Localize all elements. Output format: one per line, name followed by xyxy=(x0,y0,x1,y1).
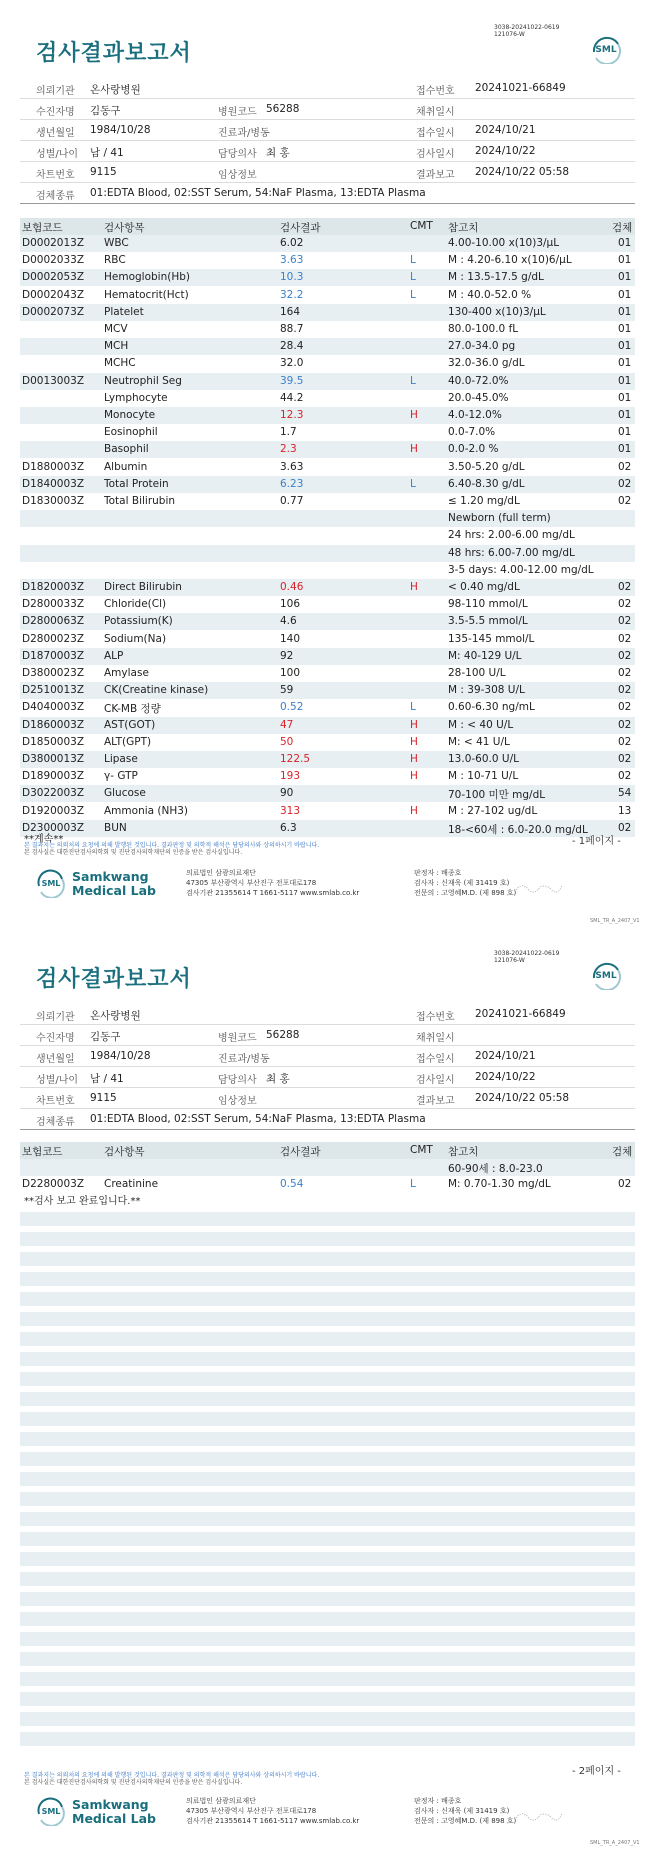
result-flag: H xyxy=(410,735,418,748)
test-item: Glucose xyxy=(104,787,146,800)
report-notice: 본 결과지는 의뢰처의 요청에 의해 발행된 것입니다. 결과판정 및 의학적 해석은 담당의사와 상의하시기 바랍니다. 본 검사실은 대한진단검사의학회 및 진단검사의학재단의 인증을 받은 검사실입니다. xyxy=(24,1772,320,1786)
reference-range: M: 0.70-1.30 mg/dL xyxy=(448,1178,551,1191)
table-row xyxy=(20,665,635,682)
sml-logo-icon xyxy=(36,868,66,898)
insurance-code: D0002013Z xyxy=(22,237,85,249)
reference-range: 3.5-5.5 mmol/L xyxy=(448,615,528,628)
test-item: MCH xyxy=(104,340,129,353)
specimen-code: 01 xyxy=(618,254,632,267)
reference-range: 48 hrs: 6.00-7.00 mg/dL xyxy=(448,546,575,559)
test-result: 1.7 xyxy=(280,426,297,439)
test-result: 92 xyxy=(280,649,294,662)
empty-row xyxy=(20,1412,635,1426)
test-item: ALP xyxy=(104,649,124,662)
table-row xyxy=(20,355,635,372)
specimen-types-value: 01:EDTA Blood, 02:SST Serum, 54:NaF Plasma, 13:EDTA Plasma xyxy=(90,187,426,199)
test-item: Neutrophil Seg xyxy=(104,374,182,387)
report-title: 검사결과보고서 xyxy=(36,967,192,992)
test-item: RBC xyxy=(104,254,126,267)
table-row xyxy=(20,287,635,304)
report-id-code: 3038-20241022-0619 121076-W xyxy=(494,950,560,964)
dob-value: 1984/10/28 xyxy=(90,124,151,136)
reference-range: M : 13.5-17.5 g/dL xyxy=(448,271,544,284)
company-address: 의료법인 삼광의료재단 47305 부산광역시 부산진구 전포대로178 검사기관 21355614 T 1661-5117 www.smlab.co.kr xyxy=(186,1797,360,1825)
reference-range: 4.0-12.0% xyxy=(448,409,502,421)
specimen-code: 02 xyxy=(618,753,632,765)
reference-range: < 0.40 mg/dL xyxy=(448,581,520,593)
reference-range: 40.0-72.0% xyxy=(448,374,509,387)
report-complete-marker: **검사 보고 완료입니다.** xyxy=(24,1196,141,1207)
specimen-code: 02 xyxy=(618,821,632,834)
reference-range: 27.0-34.0 pg xyxy=(448,340,516,353)
insurance-code: D0002043Z xyxy=(22,288,85,301)
company-name: Samkwang Medical Lab xyxy=(72,869,156,898)
empty-row xyxy=(20,1212,635,1226)
reference-range: 98-110 mmol/L xyxy=(448,598,528,611)
test-item: BUN xyxy=(104,821,127,834)
test-result: 28.4 xyxy=(280,340,304,353)
specimen-code: 01 xyxy=(618,237,632,249)
table-row xyxy=(20,579,635,596)
reference-range: 0.60-6.30 ng/mL xyxy=(448,701,535,714)
table-row xyxy=(20,510,635,527)
specimen-code: 02 xyxy=(618,667,632,679)
test-result: 140 xyxy=(280,632,301,645)
test-item: ALT(GPT) xyxy=(104,735,152,748)
empty-row xyxy=(20,1392,635,1406)
signature-icon xyxy=(514,878,564,896)
empty-row xyxy=(20,1652,635,1666)
test-item: Direct Bilirubin xyxy=(104,581,182,593)
insurance-code: D0002033Z xyxy=(22,254,85,267)
specimen-code: 02 xyxy=(618,1178,632,1191)
empty-row xyxy=(20,1252,635,1266)
test-result: 100 xyxy=(280,667,301,679)
table-row xyxy=(20,304,635,321)
test-item: Total Protein xyxy=(104,477,169,490)
tested-value: 2024/10/22 xyxy=(475,145,536,157)
test-item: MCV xyxy=(104,323,128,335)
specimen-code: 01 xyxy=(618,323,632,335)
empty-row xyxy=(20,1292,635,1306)
empty-row xyxy=(20,1632,635,1646)
test-result: 3.63 xyxy=(280,460,304,473)
empty-row xyxy=(20,1592,635,1606)
test-result: 32.0 xyxy=(280,357,304,370)
insurance-code: D1840003Z xyxy=(22,477,85,490)
result-flag: L xyxy=(410,288,416,301)
reference-range: M : 27-102 ug/dL xyxy=(448,804,538,817)
reference-range: 60-90세 : 8.0-23.0 xyxy=(448,1163,543,1175)
table-row xyxy=(20,338,635,355)
table-row xyxy=(20,459,635,476)
test-result: 39.5 xyxy=(280,374,304,387)
test-result: 12.3 xyxy=(280,409,304,421)
test-result: 0.46 xyxy=(280,581,304,593)
specimen-code: 02 xyxy=(618,701,632,714)
received-value: 2024/10/21 xyxy=(475,124,536,136)
results-table-page-1 xyxy=(20,218,635,838)
specimen-code: 01 xyxy=(618,443,632,456)
patient-name-value: 김동구 xyxy=(90,105,121,117)
receipt-no-value: 20241021-66849 xyxy=(475,82,566,94)
test-result: 0.54 xyxy=(280,1178,304,1191)
reference-range: 24 hrs: 2.00-6.00 mg/dL xyxy=(448,529,575,542)
table-row xyxy=(20,493,635,510)
insurance-code: D1820003Z xyxy=(22,581,85,593)
svg-text:SML: SML xyxy=(41,1807,61,1816)
insurance-code: D0013003Z xyxy=(22,374,85,387)
insurance-code: D1880003Z xyxy=(22,460,85,473)
table-row xyxy=(20,734,635,751)
test-result: 44.2 xyxy=(280,391,304,404)
empty-row xyxy=(20,1452,635,1466)
specimen-code: 02 xyxy=(618,735,632,748)
specimen-code: 01 xyxy=(618,357,632,370)
report-footer-1 xyxy=(36,868,636,916)
specimen-code: 01 xyxy=(618,271,632,284)
result-flag: H xyxy=(410,753,418,765)
specimen-code: 02 xyxy=(618,581,632,593)
insurance-code: D2510013Z xyxy=(22,684,85,697)
specimen-code: 01 xyxy=(618,426,632,439)
table-row xyxy=(20,699,635,716)
specimen-code: 01 xyxy=(618,305,632,318)
table-row xyxy=(20,648,635,665)
reference-range: 32.0-36.0 g/dL xyxy=(448,357,525,370)
insurance-code: D0002073Z xyxy=(22,305,85,318)
test-result: 3.63 xyxy=(280,254,304,267)
specimen-code: 02 xyxy=(618,495,632,507)
empty-row xyxy=(20,1692,635,1706)
reference-range: 70-100 미만 mg/dL xyxy=(448,789,546,802)
insurance-code: D4040003Z xyxy=(22,701,85,714)
table-row xyxy=(20,717,635,734)
reference-range: 130-400 x(10)3/μL xyxy=(448,305,546,318)
insurance-code: D1850003Z xyxy=(22,735,85,748)
svg-text:SML: SML xyxy=(595,971,617,981)
hospital-code-value: 56288 xyxy=(266,103,300,115)
table-row xyxy=(20,785,635,802)
specimen-code: 02 xyxy=(618,649,632,662)
empty-row xyxy=(20,1532,635,1546)
reference-range: 80.0-100.0 fL xyxy=(448,323,519,335)
test-result: 47 xyxy=(280,718,294,731)
table-row xyxy=(20,1176,635,1193)
reference-range: M : 39-308 U/L xyxy=(448,684,525,697)
table-row xyxy=(20,613,635,630)
insurance-code: D2800033Z xyxy=(22,598,85,611)
specimen-code: 02 xyxy=(618,615,632,628)
test-result: 6.23 xyxy=(280,477,304,490)
specimen-code: 02 xyxy=(618,770,632,783)
test-result: 6.02 xyxy=(280,237,304,249)
specimen-code: 01 xyxy=(618,340,632,353)
empty-row xyxy=(20,1332,635,1346)
test-result: 32.2 xyxy=(280,288,304,301)
table-row xyxy=(20,1159,635,1176)
reference-range: 0.0-7.0% xyxy=(448,426,496,439)
reported-value: 2024/10/22 05:58 xyxy=(475,166,570,178)
test-item: Monocyte xyxy=(104,409,156,421)
reference-range: ≤ 1.20 mg/dL xyxy=(448,495,520,507)
result-flag: L xyxy=(410,477,416,490)
test-item: Chloride(Cl) xyxy=(104,598,167,611)
test-item: AST(GOT) xyxy=(104,718,156,731)
table-row xyxy=(20,252,635,269)
test-item: Ammonia (NH3) xyxy=(104,804,189,817)
insurance-code: D3022003Z xyxy=(22,787,85,800)
svg-text:SML: SML xyxy=(41,879,61,888)
specimen-code: 02 xyxy=(618,598,632,611)
test-item: Sodium(Na) xyxy=(104,632,167,645)
test-result: 6.3 xyxy=(280,821,297,834)
insurance-code: D1920003Z xyxy=(22,804,85,817)
test-result: 10.3 xyxy=(280,271,304,284)
table-row xyxy=(20,768,635,785)
page-number-2: - 2페이지 - xyxy=(572,1766,621,1777)
table-header: 보험코드 검사항목 검사결과 CMT 참고치 검체 xyxy=(20,1142,635,1159)
insurance-code: D1860003Z xyxy=(22,718,85,731)
signature-icon xyxy=(514,1806,564,1824)
table-row xyxy=(20,390,635,407)
table-row xyxy=(20,476,635,493)
table-row xyxy=(20,373,635,390)
test-result: 0.77 xyxy=(280,495,304,507)
specimen-code: 02 xyxy=(618,460,632,473)
empty-row xyxy=(20,1272,635,1286)
chart-no-value: 9115 xyxy=(90,166,117,178)
test-result: 193 xyxy=(280,770,301,783)
empty-row xyxy=(20,1552,635,1566)
test-result: 164 xyxy=(280,305,301,318)
report-footer-2 xyxy=(36,1796,636,1844)
specimen-code: 02 xyxy=(618,477,632,490)
test-item: Platelet xyxy=(104,305,144,318)
table-row xyxy=(20,562,635,579)
reference-range: 20.0-45.0% xyxy=(448,391,509,404)
sml-logo-icon xyxy=(590,32,622,64)
table-row xyxy=(20,803,635,820)
specimen-code: 54 xyxy=(618,787,632,800)
test-result: 0.52 xyxy=(280,701,304,714)
test-result: 106 xyxy=(280,598,301,611)
table-row xyxy=(20,545,635,562)
empty-row xyxy=(20,1712,635,1726)
sml-logo-icon xyxy=(590,958,622,990)
result-flag: L xyxy=(410,374,416,387)
signatories: 판정자 : 배종호 검사자 : 신재욱 (제 31419 호) 전문의 : 고영혜M.D. (제 898 호) xyxy=(414,1797,517,1825)
table-row xyxy=(20,631,635,648)
test-result: 90 xyxy=(280,787,294,800)
empty-row xyxy=(20,1312,635,1326)
test-result: 4.6 xyxy=(280,615,297,628)
company-name: Samkwang Medical Lab xyxy=(72,1797,156,1826)
specimen-code: 01 xyxy=(618,374,632,387)
reference-range: 18-<60세 : 6.0-20.0 mg/dL xyxy=(448,823,588,836)
table-row xyxy=(20,441,635,458)
empty-row xyxy=(20,1572,635,1586)
table-row xyxy=(20,407,635,424)
form-code: SML_TR_A_2407_V1 xyxy=(590,1840,640,1846)
reference-range: M : < 40 U/L xyxy=(448,718,514,731)
test-item: WBC xyxy=(104,237,129,249)
result-flag: H xyxy=(410,718,418,731)
table-row xyxy=(20,527,635,544)
reference-range: 28-100 U/L xyxy=(448,667,506,679)
signatories: 판정자 : 배종호 검사자 : 신재욱 (제 31419 호) 전문의 : 고영혜M.D. (제 898 호) xyxy=(414,869,517,897)
test-result: 50 xyxy=(280,735,294,748)
test-result: 313 xyxy=(280,804,301,817)
test-item: CK(Creatine kinase) xyxy=(104,684,209,697)
report-id-code: 3038-20241022-0619 121076-W xyxy=(494,24,560,38)
insurance-code: D2800063Z xyxy=(22,615,85,628)
insurance-code: D2800023Z xyxy=(22,632,85,645)
empty-row xyxy=(20,1232,635,1246)
table-row xyxy=(20,596,635,613)
test-item: Creatinine xyxy=(104,1178,159,1191)
reference-range: 3-5 days: 4.00-12.00 mg/dL xyxy=(448,563,594,576)
empty-row xyxy=(20,1732,635,1746)
page-number-1: - 1페이지 - xyxy=(572,836,621,847)
insurance-code: D1870003Z xyxy=(22,649,85,662)
empty-row xyxy=(20,1472,635,1486)
form-code: SML_TR_A_2407_V1 xyxy=(590,918,640,924)
reference-range: M : 4.20-6.10 x(10)6/μL xyxy=(448,254,572,267)
result-flag: H xyxy=(410,770,418,783)
test-item: Lymphocyte xyxy=(104,391,168,404)
table-header: 보험코드 검사항목 검사결과 CMT 참고치 검체 xyxy=(20,218,635,235)
empty-row xyxy=(20,1672,635,1686)
test-item: Hematocrit(Hct) xyxy=(104,288,189,301)
table-row xyxy=(20,682,635,699)
table-row xyxy=(20,424,635,441)
reference-range: Newborn (full term) xyxy=(448,512,551,525)
svg-text:SML: SML xyxy=(595,45,617,55)
reference-range: 0.0-2.0 % xyxy=(448,443,499,456)
test-item: γ- GTP xyxy=(104,770,138,783)
result-flag: L xyxy=(410,701,416,714)
sml-logo-icon xyxy=(36,1796,66,1826)
result-flag: H xyxy=(410,804,418,817)
reference-range: 135-145 mmol/L xyxy=(448,632,535,645)
reference-range: M: 40-129 U/L xyxy=(448,649,522,662)
test-item: Amylase xyxy=(104,667,149,679)
test-result: 122.5 xyxy=(280,753,311,765)
specimen-code: 13 xyxy=(618,804,632,817)
empty-row xyxy=(20,1612,635,1626)
specimen-code: 02 xyxy=(618,632,632,645)
reference-range: M : 10-71 U/L xyxy=(448,770,519,783)
sex-age-value: 남 / 41 xyxy=(90,147,124,159)
specimen-code: 01 xyxy=(618,391,632,404)
reference-range: 13.0-60.0 U/L xyxy=(448,753,519,765)
test-item: Potassium(K) xyxy=(104,615,173,628)
insurance-code: D3800023Z xyxy=(22,667,85,679)
specimen-code: 02 xyxy=(618,684,632,697)
report-notice: 본 결과지는 의뢰처의 요청에 의해 발행된 것입니다. 결과판정 및 의학적 해석은 담당의사와 상의하시기 바랍니다. 본 검사실은 대한진단검사의학회 및 진단검사의학재단의 인증을 받은 검사실입니다. xyxy=(24,842,320,856)
company-address: 의료법인 삼광의료재단 47305 부산광역시 부산진구 전포대로178 검사기관 21355614 T 1661-5117 www.smlab.co.kr xyxy=(186,869,360,897)
insurance-code: D3800013Z xyxy=(22,753,85,765)
test-item: Total Bilirubin xyxy=(104,495,176,507)
institution-value: 온사랑병원 xyxy=(90,84,141,96)
table-row xyxy=(20,235,635,252)
doctor-value: 최 홍 xyxy=(266,147,290,159)
test-result: 59 xyxy=(280,684,294,697)
table-row xyxy=(20,321,635,338)
empty-row xyxy=(20,1352,635,1366)
test-item: CK-MB 정량 xyxy=(104,703,161,716)
test-result: 88.7 xyxy=(280,323,304,335)
specimen-code: 01 xyxy=(618,288,632,301)
test-item: MCHC xyxy=(104,357,136,370)
report-page-1: 검사결과보고서 3038-20241022-0619 121076-W SML 의뢰기관 온사랑병원 접수번호 20241021-66849 수진자명 김동구 병원코드 56288 채취일시 생년월일 1984/10/28 진료과/병동 접수일시 2024/10/21 성별/나이 남 / 41 담당의사 최 홍 검사일시 2024/10/22 차트번호 9115 임상정보 결과보고 2024/10/22 05:58 검체종류 01:EDTA Blood, 02:SST Serum, 54:NaF Plasma, 13:EDTA Plasma 보험코드 검사항목 검사결과 CMT 참고치 검체 D0002013Z WBC 6.02 4.00-10.00 x(10)3/μL 01 D0002033Z RBC 3.63 L M : 4.20-6.10 x(10)6/μL 01 D0002053Z Hemoglobin(Hb) 10.3 L M : 13.5-17.5 g/dL 01 D0002043Z Hematocrit(Hct) 32.2 L M : 40.0-52.0 % 01 D0002073Z Platelet 164 130-400 x(10)3/μL 01 MCV 88.7 80.0-100.0 fL 01 MCH 28.4 27.0-34.0 pg 01 MCHC 32.0 32.0-36.0 g/dL 01 D0013003Z Neutrophil Seg 39.5 L 40.0-72.0% 01 Lymphocyte 44.2 20.0-45.0% 01 Monocyte 12.3 H 4.0-12.0% 01 Eosinophil 1.7 0.0-7.0% 01 Basophil 2.3 H 0.0-2.0 % 01 D1880003Z Albumin 3.63 3.50-5.20 g/dL 02 D1840003Z Total Protein 6.23 L 6.40-8.30 g/dL 02 D1830003Z Total Bilirubin 0.77 ≤ 1.20 mg/dL 02 Newborn (full term) 24 hrs: 2.00-6.00 mg/dL 48 hrs: 6.00-7.00 mg/dL 3-5 days: 4.00-12.00 mg/dL D1820003Z Direct Bilirubin 0.46 H < 0.40 mg/dL 02 D2800033Z Chloride(Cl) 106 98-110 mmol/L 02 D2800063Z Potassium(K) 4.6 3.5-5.5 mmol/L 02 D2800023Z Sodium(Na) 140 135-145 mmol/L 02 D1870003Z ALP 92 M: 40-129 U/L 02 D3800023Z Amylase 100 28-100 U/L 02 D2510013Z CK(Creatine kinase) 59 M : 39-308 U/L 02 D4040003Z CK-MB 정량 0.52 L 0.60-6.30 ng/mL 02 D1860003Z AST(GOT) 47 H M : < 40 U/L 02 D1850003Z ALT(GPT) 50 H M: < 41 U/L 02 D3800013Z Lipase 122.5 H 13.0-60.0 U/L 02 D1890003Z γ- GTP 193 H M : 10-71 U/L 02 D3022003Z Glucose 90 70-100 미만 mg/dL 54 D1920003Z Ammonia (NH3) 313 H M : 27-102 ug/dL 13 D2300003Z BUN 6.3 18-<60세 : 6.0-20.0 mg/dL 02 **계속** - 1페이지 - 본 결과지는 의뢰처의 요청에 의해 발행된 것입니다. 결과판정 및 의학적 해석은 담당의사와 상의하시기 바랍니다. 본 검사실은 대한진단검사의학회 및 진단검사의학재단의 인증을 받은 검사실입니다. SML Samkwang Medical Lab 의료법인 삼광의료재단 47305 부산광역시 부산진구 전포대로178 검사기관 21355614 T 1661-5117 www.smlab.co.kr 판정자 : 배종호 검사자 : 신재욱 (제 31419 호) 전문의 : 고영혜M.D. (제 898 호) SML_TR_A_2407_V1 xyxy=(22,24,640,924)
reference-range: M : 40.0-52.0 % xyxy=(448,288,532,301)
test-result: 2.3 xyxy=(280,443,297,456)
insurance-code: D0002053Z xyxy=(22,271,85,284)
insurance-code: D2280003Z xyxy=(22,1178,85,1191)
reference-range: 6.40-8.30 g/dL xyxy=(448,477,525,490)
table-row xyxy=(20,269,635,286)
test-item: Lipase xyxy=(104,753,138,765)
report-title: 검사결과보고서 xyxy=(36,41,192,66)
test-item: Albumin xyxy=(104,460,148,473)
insurance-code: D1830003Z xyxy=(22,495,85,507)
insurance-code: D2300003Z xyxy=(22,821,85,834)
result-flag: H xyxy=(410,443,418,456)
specimen-code: 02 xyxy=(618,718,632,731)
test-item: Eosinophil xyxy=(104,426,158,439)
empty-row xyxy=(20,1432,635,1446)
test-item: Hemoglobin(Hb) xyxy=(104,271,191,284)
report-page-2: 검사결과보고서 3038-20241022-0619 121076-W SML 의뢰기관 온사랑병원 접수번호 20241021-66849 수진자명 김동구 병원코드 56288 채취일시 생년월일 1984/10/28 진료과/병동 접수일시 2024/10/21 성별/나이 남 / 41 담당의사 최 홍 검사일시 2024/10/22 차트번호 9115 임상정보 결과보고 2024/10/22 05:58 검체종류 01:EDTA Blood, 02:SST Serum, 54:NaF Plasma, 13:EDTA Plasma 보험코드 검사항목 검사결과 CMT 참고치 검체 60-90세 : 8.0-23.0 D2280003Z Creatinine 0.54 L M: 0.70-1.30 mg/dL 02 **검사 보고 완료입니다.** - 2페이지 - 본 결과지는 의뢰처의 요청에 의해 발행된 것입니다. 결과판정 및 의학적 해석은 담당의사와 상의하시기 바랍니다. 본 검사실은 대한진단검사의학회 및 진단검사의학재단의 인증을 받은 검사실입니다. SML Samkwang Medical Lab 의료법인 삼광의료재단 47305 부산광역시 부산진구 전포대로178 검사기관 21355614 T 1661-5117 www.smlab.co.kr 판정자 : 배종호 검사자 : 신재욱 (제 31419 호) 전문의 : 고영혜M.D. (제 898 호) SML_TR_A_2407_V1 xyxy=(22,950,640,1846)
table-row xyxy=(20,820,635,837)
result-flag: H xyxy=(410,581,418,593)
reference-range: 3.50-5.20 g/dL xyxy=(448,460,525,473)
test-item: Basophil xyxy=(104,443,149,456)
insurance-code: D1890003Z xyxy=(22,770,85,783)
result-flag: L xyxy=(410,1178,416,1191)
result-flag: H xyxy=(410,409,418,421)
empty-row xyxy=(20,1492,635,1506)
table-row xyxy=(20,751,635,768)
result-flag: L xyxy=(410,254,416,267)
specimen-code: 01 xyxy=(618,409,632,421)
result-flag: L xyxy=(410,271,416,284)
empty-row xyxy=(20,1372,635,1386)
empty-row xyxy=(20,1512,635,1526)
reference-range: 4.00-10.00 x(10)3/μL xyxy=(448,237,560,249)
continued-marker: **계속** xyxy=(24,834,64,845)
reference-range: M: < 41 U/L xyxy=(448,735,510,748)
